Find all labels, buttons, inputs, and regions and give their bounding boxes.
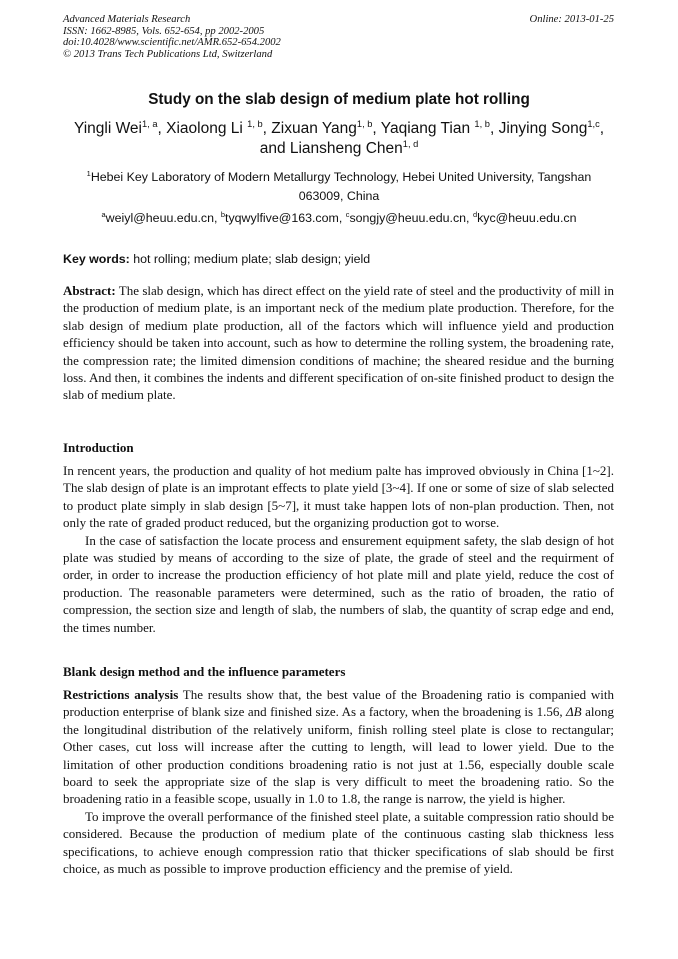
copyright: © 2013 Trans Tech Publications Ltd, Switzerland [63,48,273,60]
email: $^c$songjy@heuu.edu.cn, [345,209,473,225]
abstract: Abstract: The slab design, which has direct effect on the yield rate of steel and the productivity of mill in the production of medium plate, is an important neck of the medium plate production. Therefore, for the slab design of medium plate production, all of the factors which will influence yield and production efficiency should be taken into account, such as how to determine the rolling system, the broadening rate, the compression rate; the limited dimension conditions of machine; the sheared residue and the burning loss. And then, it combines the indents and different specification of on-site finished product to design the slab of medium plate. [63,283,614,403]
paper-title: Study on the slab design of medium plate hot rolling [148,91,530,108]
journal-header [63,14,281,60]
affiliation: $^1$Hebei Key Laboratory of Modern Metallurgy Technology, Hebei United University, Tangshan 063009, China [86,168,592,203]
section-heading-introduction: Introduction [63,440,134,455]
keywords: Key words: hot rolling; medium plate; slab design; yield [63,252,371,266]
email-list [40,211,638,225]
delta-b-symbol: ΔB [566,704,582,720]
author: Zixuan Yang$^{1, b}$, [271,118,381,137]
email: $^a$weiyl@heuu.edu.cn, [101,209,221,225]
introduction-body: In rencent years, the production and quality of hot medium palte has improved obviously in China [1~2]. The slab design of plate is an improtant effects to plate yield [3~4]. If one or some of size of slab selected to product plate simply in slab design [5~7], it must take happen lots of non-plan production. Then, not only the rate of graded product reduced, but the organizing production got to worse. In the case of satisfaction the locate process and ensurement equipment safety, the slab design of hot plate was studied by means of according to the size of plate, the grade of steel and the requirment of order, in order to increase the production efficiency of hot plate mill and plate yield, reduce the cost of production. The reasonable parameters were determined, such as the ratio of broaden, the ratio of compression, the section size and length of slab, the numbers of slab, the quantity of scrap edge and end, the times number. [63,463,614,635]
author: Jinying Song$^{1,c}$, [498,118,605,137]
author: Yaqiang Tian $^{1, b}$, [380,118,499,137]
issn: ISSN: 1662-8985, Vols. 652-654, pp 2002-2005 [63,25,265,37]
email: $^b$tyqwylfive@163.com, [220,209,346,225]
author: and Liansheng Chen$^{1, d}$ [259,138,419,157]
email: $^d$kyc@heuu.edu.cn [472,209,577,225]
author: Yingli Wei$^{1, a}$, [73,118,167,137]
author-list [40,119,638,159]
doi: doi:10.4028/www.scientific.net/AMR.652-654.2002 [63,37,281,49]
section-heading-blank-design: Blank design method and the influence parameters [63,664,346,679]
journal-name: Advanced Materials Research [63,14,191,25]
author: Xiaolong Li $^{1, b}$, [166,118,272,137]
blank-design-body: Restrictions analysis The results show that, the best value of the Broadening ratio is companied with production enterprise of blank size and finished size. As a factory, when the broadening is 1.56, ΔB along the longitudinal distribution of the relatively uniform, finish rolling steel plate is close to rectangular; Other cases, cut loss will increase after the cutting to length, will lead to lower yield. Due to the limitation of other production conditions broadening ratio is not just at 1.56, especially double scale board to seek the appropriate size of the slap is very difficult to meet the broadening ratio. So the broadening ratio in a feasible scope, usually in 1.0 to 1.8, the range is narrow, the yield is higher. To improve the overall performance of the finished steel plate, a suitable compression ratio should be considered. Because the production of medium plate of the continuous casting slab thickness less specifications, to achieve enough compression ratio that thicker specifications of slab should be first choice, as much as possible to improve production efficiency and the premise of yield. [63,687,614,877]
online-date: Online: 2013-01-25 [529,14,614,25]
